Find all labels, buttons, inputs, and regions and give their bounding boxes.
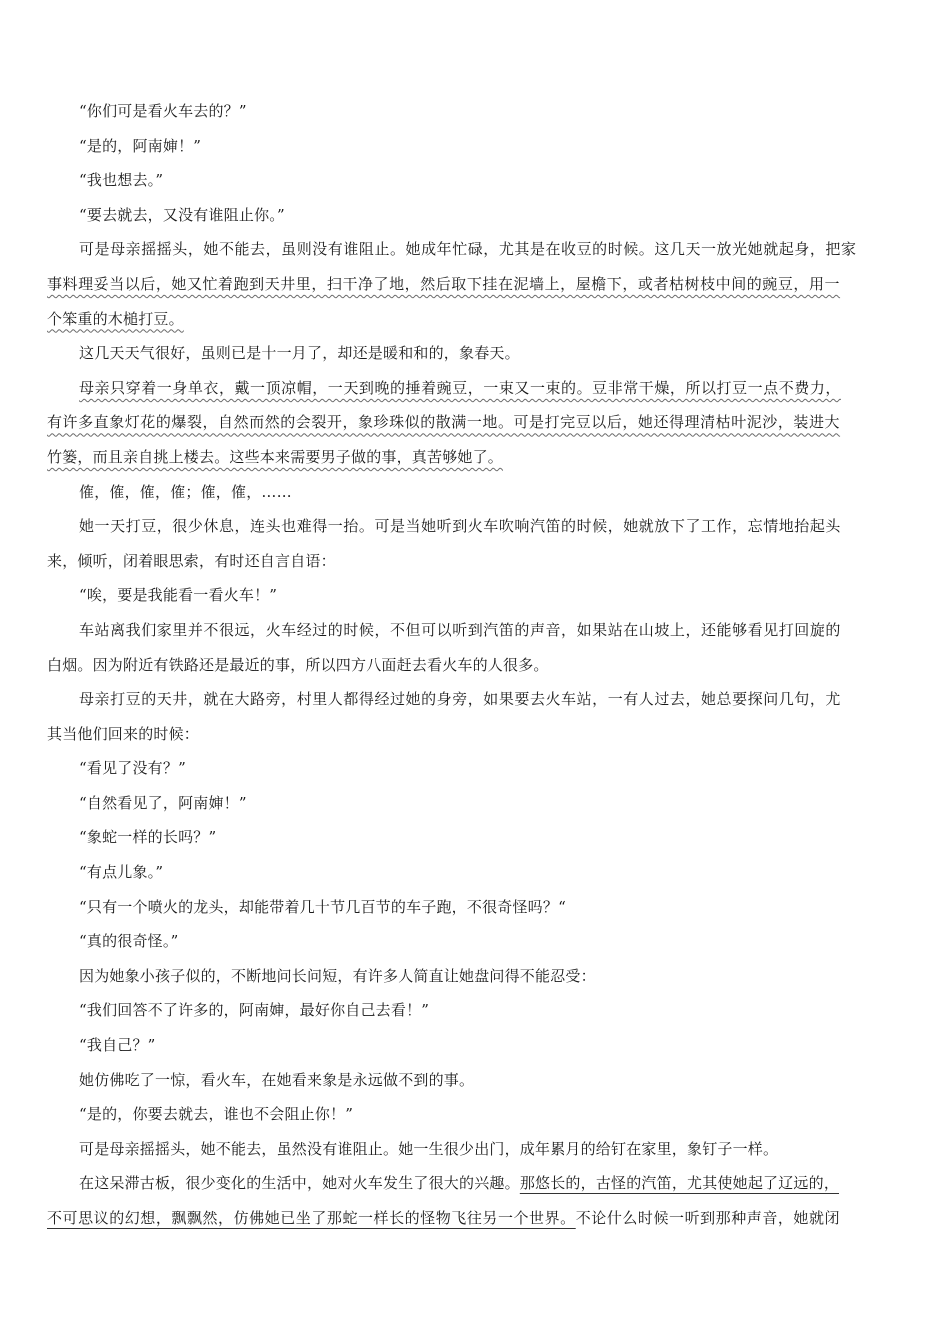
dialogue-line: “你们可是看火车去的？” xyxy=(79,102,247,120)
paragraph-line: 母亲打豆的天井，就在大路旁，村里人都得经过她的身旁，如果要去火车站，一有人过去，她总要探问几句，尤 xyxy=(79,690,841,709)
wavy-underlined-text: 有许多直象灯花的爆裂，自然而然的会裂开，象珍珠似的散满一地。可是打完豆以后，她还得理清枯叶泥沙，装进大 xyxy=(47,413,841,432)
dialogue-line: “我也想去。” xyxy=(79,171,164,190)
dialogue-line: “是的，你要去就去，谁也不会阻止你！” xyxy=(79,1105,354,1124)
solid-underlined-text: 那悠长的，古怪的汽笛，尤其使她起了辽远的， xyxy=(519,1174,840,1193)
paragraph-line xyxy=(47,267,903,302)
wavy-underlined-text: 竹篓，而且亲自挑上楼去。这些本来需要男子做的事，真苦够她了。 xyxy=(47,447,504,466)
dialogue-line: “我自己？” xyxy=(79,1036,156,1055)
paragraph-line: 因为她象小孩子似的，不断地问长问短，有许多人简直让她盘问得不能忍受： xyxy=(79,966,596,985)
paragraph-line: 其当他们回来的时候： xyxy=(47,724,200,743)
dialogue-line: “象蛇一样的长吗？” xyxy=(79,828,217,847)
wavy-underlined-text: 个笨重的木槌打豆。 xyxy=(47,309,184,328)
paragraph-line xyxy=(47,371,903,406)
paragraph-line: 可是母亲摇摇头，她不能去，虽然没有谁阻止。她一生很少出门，成年累月的给钉在家里，象钉子一样。 xyxy=(79,1139,779,1158)
dialogue-line: “唉，要是我能看一看火车！” xyxy=(79,586,278,605)
dialogue-line: “要去就去，又没有谁阻止你。” xyxy=(79,205,285,224)
document-page xyxy=(47,94,903,1236)
paragraph-line: 可是母亲摇摇头，她不能去，虽则没有谁阻止。她成年忙碌，尤其是在收豆的时候。这几天一放光她就起身，把家 xyxy=(79,240,857,259)
dialogue-line: “真的很奇怪。” xyxy=(79,932,179,951)
wavy-underlined-text: 事料理妥当以后，她又忙着跑到天井里，扫干净了地，然后取下挂在泥墙上，屋檐下，或者枯树枝中间的豌豆，用一 xyxy=(47,274,841,293)
dialogue-line: “只有一个喷火的龙头，却能带着几十节几百节的车子跑，不很奇怪吗？“ xyxy=(79,897,566,916)
paragraph-line xyxy=(47,405,903,440)
plain-text: 在这呆滞古板，很少变化的生活中，她对火车发生了很大的兴趣。 xyxy=(79,1174,520,1193)
paragraph-line xyxy=(47,302,903,337)
paragraph-line: 这几天天气很好，虽则已是十一月了，却还是暖和和的，象春天。 xyxy=(79,344,520,363)
paragraph-line: 她一天打豆，很少休息，连头也难得一抬。可是当她听到火车吹响汽笛的时候，她就放下了工作，忘情地抬起头 xyxy=(79,517,841,536)
dialogue-line: “是的，阿南婶！” xyxy=(79,136,202,155)
paragraph-line: 来，倾听，闭着眼思索，有时还自言自语： xyxy=(47,551,336,570)
paragraph-line xyxy=(47,1166,903,1201)
paragraph-line: 白烟。因为附近有铁路还是最近的事，所以四方八面赶去看火车的人很多。 xyxy=(47,655,549,674)
paragraph-line xyxy=(47,440,903,475)
paragraph-line: 车站离我们家里并不很远，火车经过的时候，不但可以听到汽笛的声音，如果站在山坡上，还能够看见打回旋的 xyxy=(79,620,841,639)
wavy-underlined-text: 母亲只穿着一身单衣，戴一顶凉帽，一天到晚的捶着豌豆，一束又一束的。豆非常干燥，所以打豆一点不费力， xyxy=(79,378,841,397)
dialogue-line: “自然看见了，阿南婶！” xyxy=(79,793,247,812)
paragraph-line xyxy=(47,1201,903,1236)
dialogue-line: “有点儿象。” xyxy=(79,863,164,882)
dialogue-line: “我们回答不了许多的，阿南婶，最好你自己去看！” xyxy=(79,1001,430,1020)
plain-text: 不论什么时候一听到那种声音，她就闭 xyxy=(575,1209,841,1227)
onomatopoeia-line: 傕，傕，傕，傕；傕，傕，…… xyxy=(79,482,292,501)
paragraph-line: 她仿佛吃了一惊，看火车，在她看来象是永远做不到的事。 xyxy=(79,1070,475,1089)
dialogue-line: “看见了没有？” xyxy=(79,759,186,778)
solid-underlined-text: 不可思议的幻想，飘飘然，仿佛她已坐了那蛇一样长的怪物飞往另一个世界。 xyxy=(47,1209,576,1227)
